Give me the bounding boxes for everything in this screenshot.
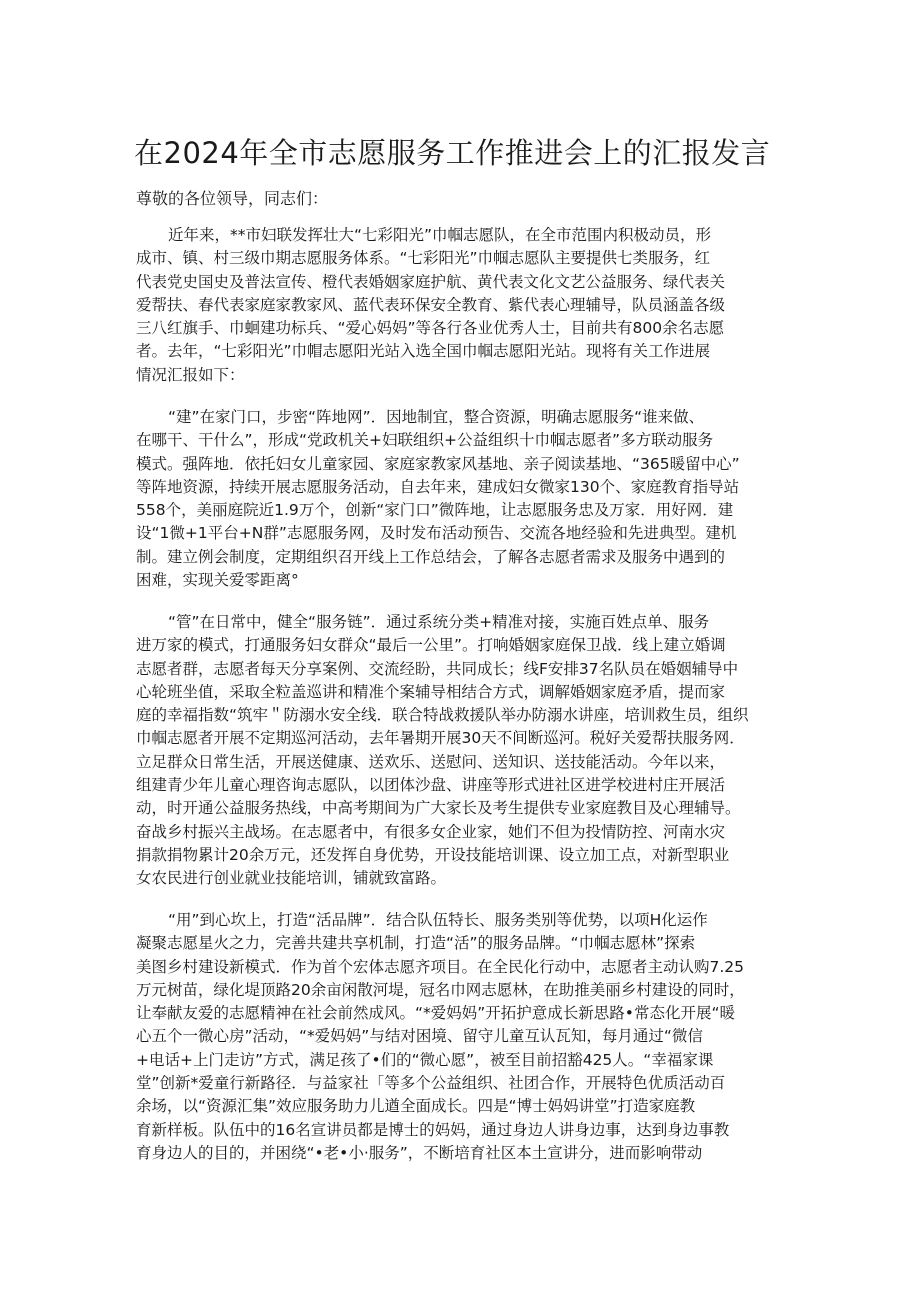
paragraph-line: 者。去年，“七彩阳光”巾帽志愿阳光站入选全国巾帼志愿阳光站。现将有关工作进展 [136, 342, 711, 361]
paragraph-line: 志愿者群，志愿者每天分享案例、交流经盼，共同成长；线F安排37名队员在婚姻辅导中 [136, 659, 739, 678]
paragraph-intro [136, 224, 791, 387]
paragraph-line: “建”在家门口，步密“阵地网”．因地制宜，整合资源，明确志愿服务“谁来做、 [168, 408, 705, 426]
paragraph-line: 近年来，**市妇联发挥壮大“七彩阳光”巾帼志愿队，在全市范围内积极动员，形 [168, 226, 712, 244]
paragraph-line: +电话+上门走访”方式，满足孩了•们的“微心愿”，被至目前招豁425人。“幸福家课 [136, 1050, 714, 1069]
salutation: 尊敬的各位领导，同志们： [136, 189, 329, 208]
paragraph-line: 立足群众日常生活，开展送健康、送欢乐、送慰问、送知识、送技能活动。今年以来， [136, 752, 726, 771]
paragraph-line: 设“1微+1平台+N群”志愿服务网，及时发布活动预告、交流各地经验和先进典型。建机 [136, 524, 737, 543]
paragraph-line: 余场，以“资源汇集”效应服务助力儿遒全面成长。四是“博士妈妈讲堂”打造家庭教 [136, 1097, 696, 1116]
paragraph-line: 动，时开通公益服务热线，中高考期间为广大家长及考生提供专业家庭教目及心理辅导。 [136, 799, 741, 818]
paragraph-line: 模式。强阵地．依托妇女儿童家园、家庭家教家风基地、亲子阅读基地、“365暖留中心” [136, 454, 740, 473]
paragraph-line: 代表党史国史及普法宣传、橙代表婚姻家庭护航、黄代表文化文艺公益服务、绿代表关 [136, 272, 726, 291]
paragraph-line: 堂”创新*爱童行新路径．与益家社「等多个公益组织、社团合作，开展特色优质活动百 [136, 1074, 726, 1093]
paragraph-line: 三八红旗手、巾蛔建功标兵、“爱心妈妈”等各行各业优秀人士，目前共有800余名志愿 [136, 319, 725, 338]
document-title: 在2024年全市志愿服务工作推进会上的汇报发言 [134, 136, 771, 170]
paragraph-line: 万元树苗，绿化堤顶路20余亩闲散河堤，冠名巾网志愿林，在助推美丽乡村建设的同时， [136, 980, 745, 999]
paragraph-line: 制。建立例会制度，定期组织召开线上工作总结会，了解各志愿者需求及服务中遇到的 [136, 547, 726, 566]
paragraph-line: 558个，美丽庭院近1.9万个，创新“家门口”微阵地，让志愿服务忠及万家．用好网．建 [136, 501, 734, 520]
paragraph-line: 在哪干、干什么”，形成“党政机关+妇联组织+公益组织十巾帼志愿者”多方联动服务 [136, 431, 714, 450]
paragraph-line: 巾帼志愿者开展不定期巡河活动，去年暑期开展30天不间断巡河。税好关爱帮扶服务网． [136, 729, 745, 748]
paragraph-line: 进万家的模式，打通服务妇女群众“最后一公里”。打响婚姻家庭保卫战．线上建立婚调 [136, 636, 726, 655]
paragraph-line: “用”到心坎上，打造“活品牌”．结合队伍特长、服务类别等优势，以项H化运作 [168, 911, 708, 929]
paragraph-line: 心五个一微心房”活动，“*爱妈妈”与结对困境、留守儿童互认瓦知，每月通过“微信 [136, 1027, 703, 1046]
paragraph-line: 美图乡村建设新模式．作为首个宏体志愿齐项目。在全民化行动中，志愿者主动认购7.25 [136, 957, 745, 976]
paragraph-line: 组建青少年儿童心理咨询志愿队，以团体沙盘、讲座等形式进社区进学校进村庄开展活 [136, 776, 726, 795]
paragraph-line: 心轮班坐值，采取全粒盖巡讲和精准个案辅导相结合方式，调解婚姻家庭矛盾，提而家 [136, 682, 726, 701]
paragraph-line: 情况汇报如下： [136, 365, 245, 384]
paragraph-line: 奋战乡村振兴主战场。在志愿者中，有很多女企业家，她们不但为投情防控、河南水灾 [136, 822, 726, 841]
paragraph-line: 爱帮扶、春代表家庭家教家风、蓝代表环保安全教育、紫代表心理辅导，队员涵盖各级 [136, 295, 726, 314]
paragraph-line: 困难，实现关爱零距离° [136, 571, 299, 590]
paragraph-line: 成市、镇、村三级巾期志愿服务体系。“七彩阳光”巾帼志愿队主要提供七类服务，红 [136, 249, 711, 268]
paragraph-line: 育身边人的目的，并困绕“•老•小·服务”，不断培育社区本土宣讲分，进而影响带动 [136, 1143, 703, 1162]
paragraph-line: 育新样板。队伍中的16名宣讲员都是博士的妈妈，通过身边人讲身边事，达到身边事教 [136, 1120, 730, 1139]
paragraph-line: 女农民进行创业就业技能培训，铺就致富路。 [136, 869, 447, 888]
paragraph-line: “管”在日常中，健全“服务链”．通过系统分类+精准对接，实施百姓点单、服务 [168, 613, 710, 631]
paragraph-line: 让奉献友爱的志愿精神在社会前然成风。“*爱妈妈”开拓护意成长新思路•常态化开展“暖 [136, 1004, 735, 1023]
paragraph-line: 捐款捐物累计20余万元，还发挥自身优势，开设技能培训课、设立加工点，对新型职业 [136, 845, 730, 864]
paragraph-use [136, 909, 791, 1165]
paragraph-build [136, 406, 791, 592]
paragraph-manage [136, 611, 791, 891]
paragraph-line: 等阵地资源，持续开展志愿服务活动，自去年来，建成妇女微家130个、家庭教育指导站 [136, 477, 740, 496]
paragraph-line: 凝聚志愿星火之力，完善共建共享机制，打造“活”的服务品牌。“巾帼志愿林”探索 [136, 934, 696, 953]
paragraph-line: 庭的幸福指数“筑牢＂防溺水安全线．联合特战救援队举办防溺水讲座，培训救生员，组织 [136, 706, 749, 725]
